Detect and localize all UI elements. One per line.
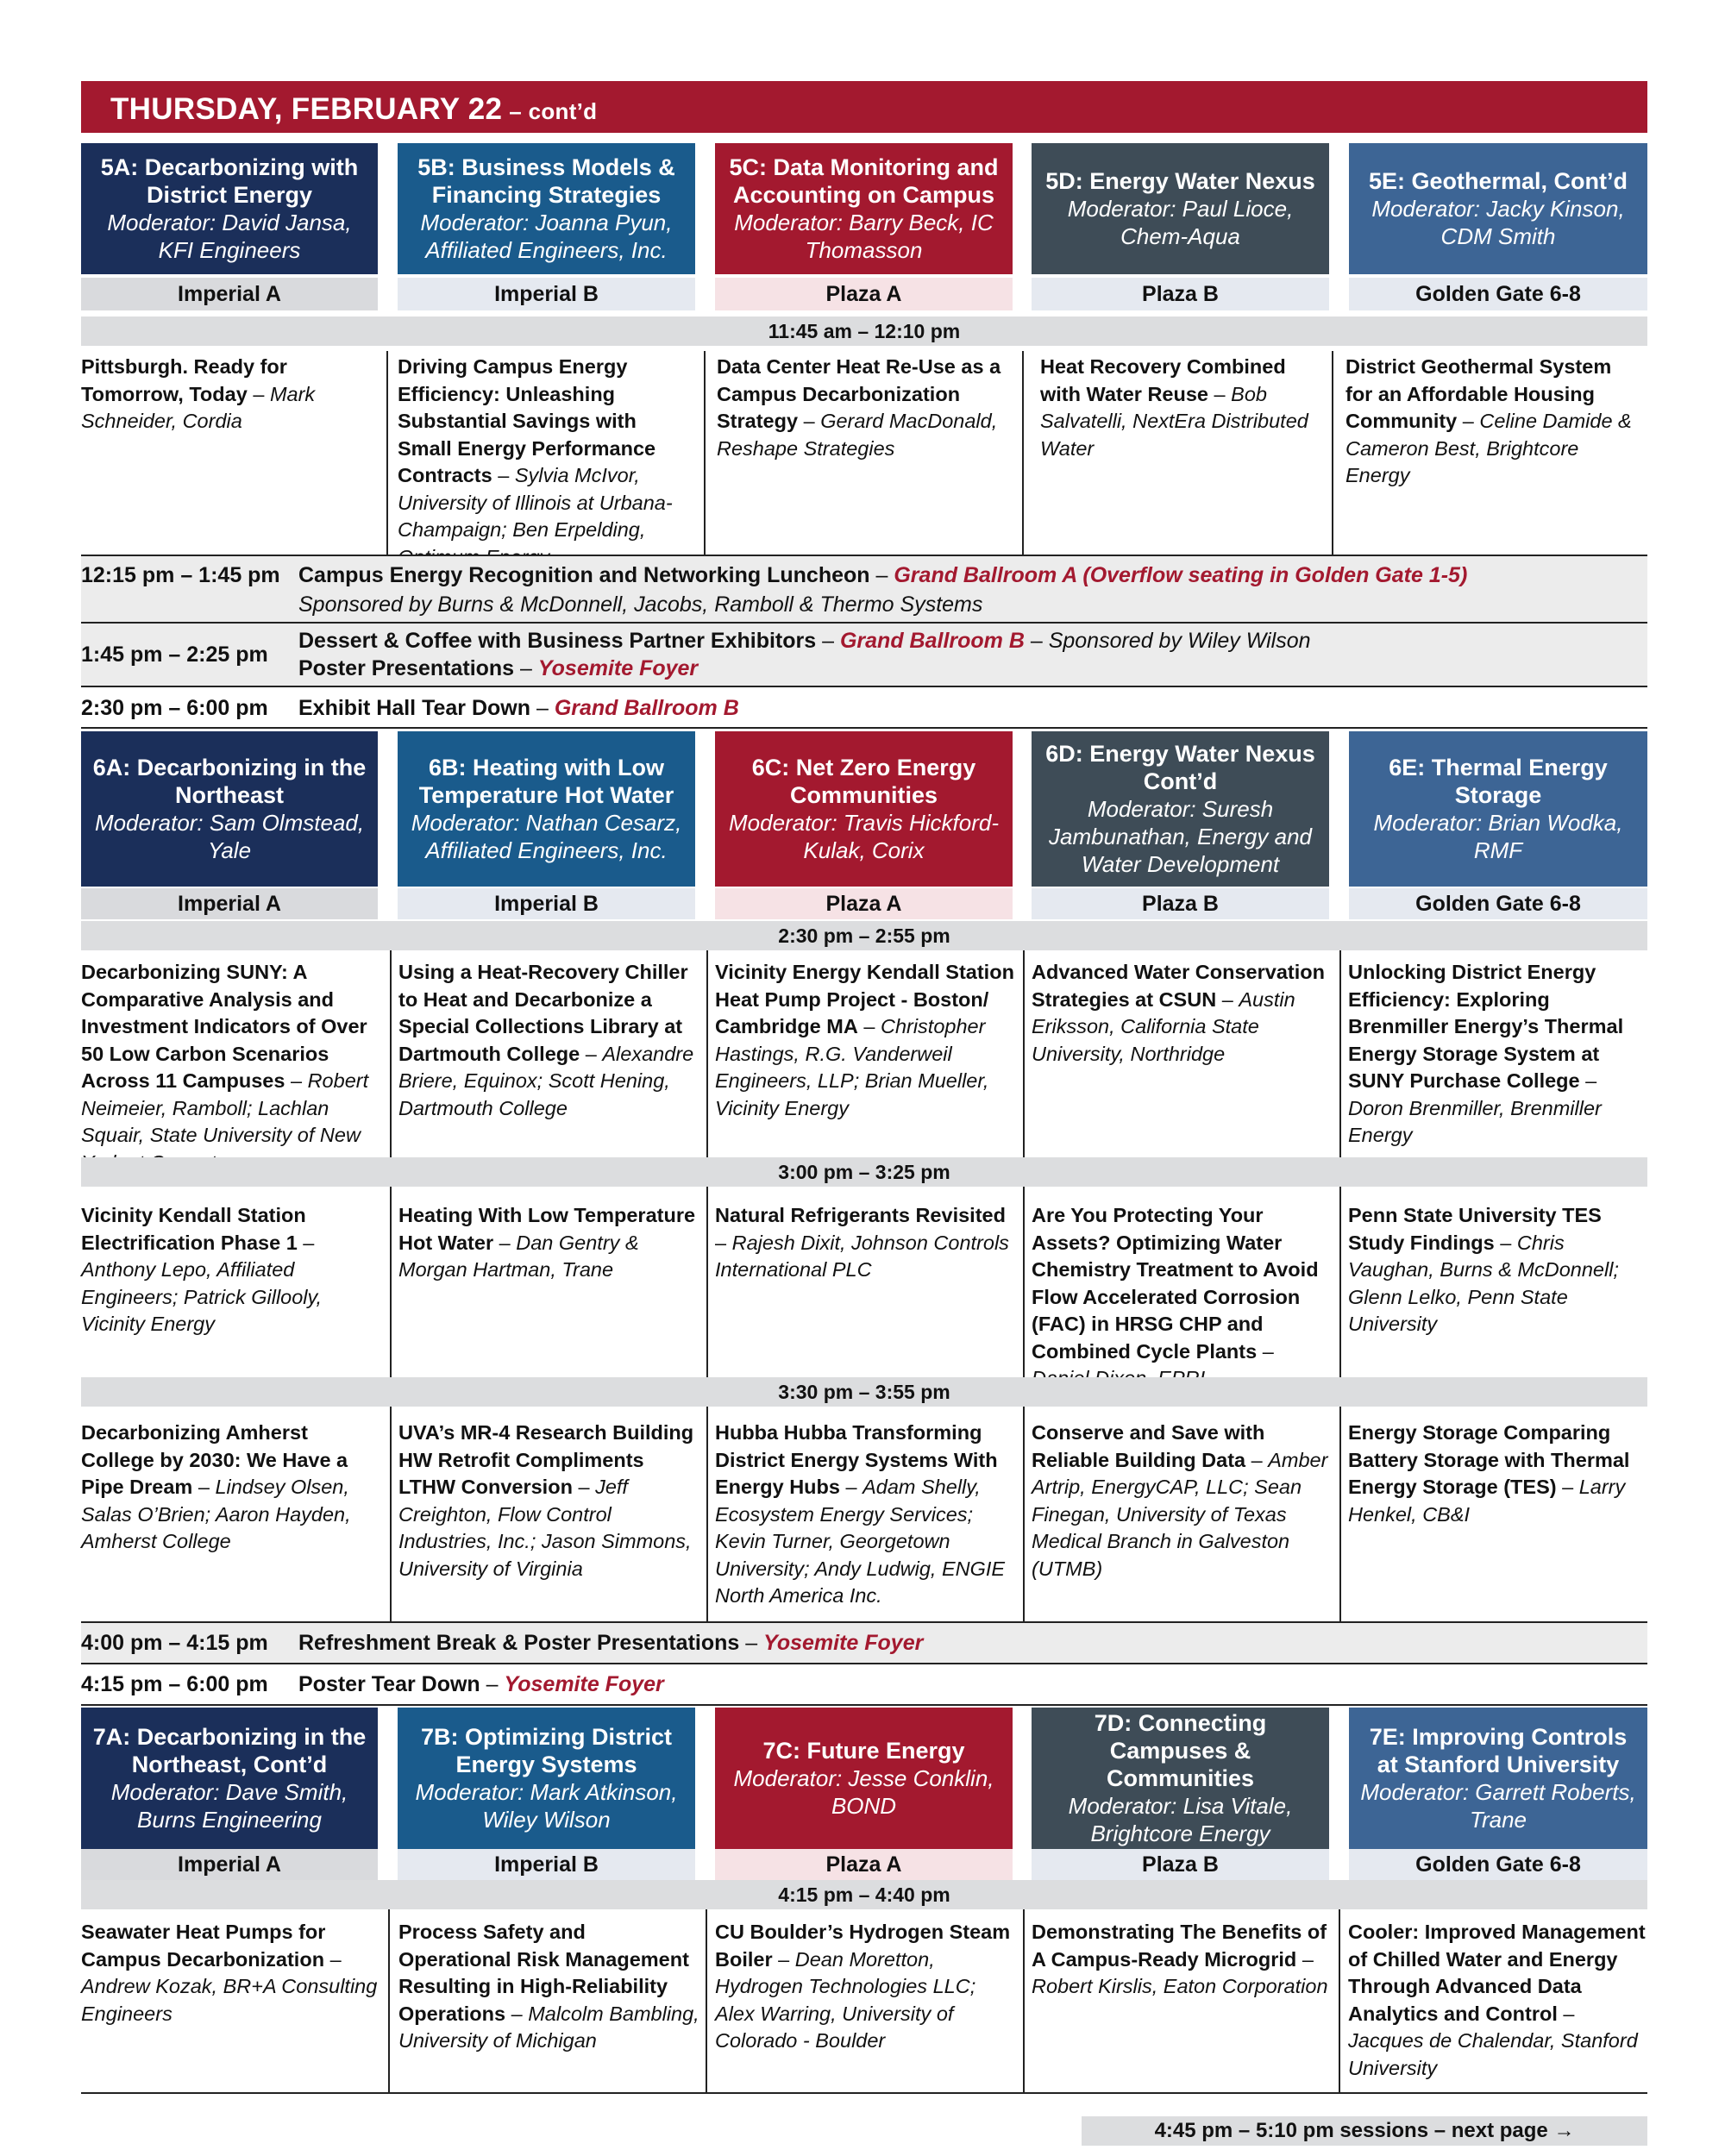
event-exhibit-teardown [81,687,1647,727]
presentation-6e-2 [1348,1202,1646,1338]
track-moderator: Moderator: Suresh Jambunathan, Energy and Water Development [1049,796,1312,877]
room-label: Plaza B [1032,1849,1329,1880]
presentation-title: Vicinity Kendall Station Electrification Phase 1 [81,1204,306,1254]
time-slot-band: 3:00 pm – 3:25 pm [81,1157,1647,1187]
column-divider [706,1909,707,2092]
event-time: 2:30 pm – 6:00 pm [81,696,268,720]
presentation-6c-1 [715,959,1017,1122]
presentation-6a-1 [81,959,385,1176]
track-title: 7A: Decarbonizing in the Northeast, Cont’d [92,1724,367,1777]
event-refreshment-break [81,1623,1647,1663]
event-title: Poster Tear Down [298,1672,480,1696]
presentation-speakers: Mark Schneider, Cordia [81,382,316,432]
track-5d-header [1032,143,1329,274]
presentation-title: Heat Recovery Combined with Water Reuse [1040,355,1286,405]
presentation-speakers: Adam Shelly, Ecosystem Energy Services; Kevin Turner, Georgetown University; Andy Ludwig, ENGIE North America Inc. [715,1476,1006,1607]
column-divider [706,950,708,1621]
dash-separator: – [480,1672,505,1696]
presentation-speakers: Celine Damide & Cameron Best, Brightcore Energy [1346,410,1632,486]
arrow-right-icon: → [1553,2119,1575,2142]
presentation-7d-1 [1032,1919,1333,2001]
presentation-title: Cooler: Improved Management of Chilled Water and Energy Through Advanced Data Analytics and Control [1348,1921,1646,2025]
presentation-speakers: Christopher Hastings, R.G. Vanderweil Engineers, LLP; Brian Mueller, Vicinity Energy [715,1015,989,1119]
event-title: Poster Presentations [298,656,515,680]
track-title: 7B: Optimizing District Energy Systems [420,1724,672,1777]
day-continued: – cont’d [509,98,598,124]
event-location: Yosemite Foyer [504,1672,664,1696]
presentation-6c-3 [715,1420,1017,1610]
presentation-7b-1 [398,1919,700,2055]
presentation-title: Energy Storage Comparing Battery Storage with Thermal Energy Storage (TES) [1348,1421,1630,1498]
dash-separator: – [1245,1448,1269,1471]
room-label: Plaza B [1032,278,1329,310]
presentation-title: Conserve and Save with Reliable Building Data [1032,1421,1265,1471]
track-7e-header [1349,1708,1647,1849]
event-location: Yosemite Foyer [537,656,699,680]
track-title: 5D: Energy Water Nexus [1045,168,1315,194]
presentation-title: Advanced Water Conservation Strategies at CSUN [1032,961,1325,1011]
presentation-6e-1 [1348,959,1646,1150]
presentation-title: UVA’s MR-4 Research Building HW Retrofit Compliments LTHW Conversion [398,1421,694,1498]
dash-separator: – [1494,1231,1517,1254]
track-5b-header [398,143,695,274]
dash-separator: – [572,1476,596,1498]
track-title: 6E: Thermal Energy Storage [1389,755,1608,808]
event-title: Dessert & Coffee with Business Partner Exhibitors [298,629,817,653]
presentation-title: Hubba Hubba Transforming District Energy Systems With Energy Hubs [715,1421,998,1498]
column-divider [388,1909,390,2092]
presentation-speakers: Robert Kirslis, Eaton Corporation [1032,1975,1328,1997]
presentation-title: Penn State University TES Study Findings [1348,1204,1602,1254]
column-divider [704,351,706,555]
presentation-speakers: Andrew Kozak, BR+A Consulting Engineers [81,1975,378,2025]
dash-separator: – [247,382,270,405]
track-7d-header [1032,1708,1329,1849]
presentation-title: Pittsburgh. Ready for Tomorrow, Today [81,355,287,405]
next-page-label: 4:45 pm – 5:10 pm sessions – next page [1154,2119,1548,2142]
dash-separator: – [772,1947,795,1971]
room-label: Imperial B [398,888,695,919]
event-title: Refreshment Break & Poster Presentations [298,1631,740,1655]
track-moderator: Moderator: Dave Smith, Burns Engineering [110,1779,348,1833]
presentation-speakers: Jacques de Chalendar, Stanford University [1348,2029,1638,2079]
presentation-5b-1 [398,354,695,571]
column-divider [1339,950,1341,1621]
track-moderator: Moderator: Garrett Roberts, Trane [1360,1779,1636,1833]
dash-separator: – [715,1231,732,1254]
track-6d-header [1032,731,1329,887]
track-moderator: Moderator: Nathan Cesarz, Affiliated Engineers, Inc. [411,810,682,863]
dash-separator: – [816,629,840,653]
room-label: Imperial B [398,1849,695,1880]
presentation-speakers: Robert Neimeier, Ramboll; Lachlan Squair, State University of New [81,1069,369,1146]
presentation-title: Heating With Low Temperature Hot Water [398,1204,696,1254]
room-label: Plaza A [715,888,1013,919]
track-title: 5E: Geothermal, Cont’d [1368,168,1628,194]
event-location: Yosemite Foyer [763,1631,924,1655]
dash-separator: – [1557,2002,1575,2025]
dash-separator: – [839,1476,863,1498]
event-luncheon [81,556,1647,622]
presentation-6a-2 [81,1202,385,1338]
presentation-5a-1 [81,354,374,436]
presentation-speakers: Doron Brenmiller, Brenmiller Energy [1348,1096,1602,1146]
event-sponsor: Sponsored by Wiley Wilson [1048,629,1311,653]
column-divider [386,351,388,555]
track-moderator: Moderator: Travis Hickford-Kulak, Corix [728,810,1000,863]
track-6c-header [715,731,1013,887]
presentation-title: Process Safety and Operational Risk Management Resulting in High-Reliability Operations [398,1921,689,2025]
presentation-speakers: Sylvia McIvor, University of Illinois at Urbana-Champaign; Ben Erpelding, [398,464,673,541]
track-moderator: Moderator: Barry Beck, IC Thomasson [734,210,994,263]
track-6a-header [81,731,378,887]
dash-separator: – [1579,1069,1597,1092]
presentation-6e-3 [1348,1420,1646,1528]
event-time: 1:45 pm – 2:25 pm [81,642,268,667]
presentation-speakers: Jeff Creighton, Flow Control Industries, Inc.; Jason Simmons, University of Virginia [398,1476,692,1580]
track-5a-header [81,143,378,274]
track-title: 6C: Net Zero Energy Communities [751,755,976,808]
presentation-title: Driving Campus Energy Efficiency: Unleashing Substantial Savings with Small Energy Performance Contracts [398,355,656,486]
dash-separator: – [1216,987,1239,1011]
dash-separator: – [1556,1476,1579,1498]
presentation-6d-3 [1032,1420,1333,1583]
event-title: Exhibit Hall Tear Down [298,696,531,720]
presentation-title: CU Boulder’s Hydrogen Steam Boiler [715,1921,1011,1971]
time-slot-band: 4:15 pm – 4:40 pm [81,1880,1647,1909]
dash-separator: – [514,656,538,680]
presentation-6b-3 [398,1420,700,1583]
dash-separator: – [857,1015,881,1037]
divider [81,2092,1647,2094]
dash-separator: – [580,1042,603,1065]
track-7b-header [398,1708,695,1849]
presentation-title: Vicinity Energy Kendall Station Heat Pump Project - Boston/ Cambridge MA [715,961,1014,1037]
column-divider [390,950,392,1621]
presentation-title: Data Center Heat Re-Use as a Campus Decarbonization Strategy [717,355,1001,432]
room-label: Plaza B [1032,888,1329,919]
column-divider [1022,351,1024,555]
presentation-6b-2 [398,1202,700,1284]
event-dessert-coffee [81,624,1647,686]
presentation-title: Are You Protecting Your Assets? Optimizing Water Chemistry Treatment to Avoid Flow Accelerated Corrosion (FAC) in HRSG CHP and Combined Cycle Plants [1032,1204,1319,1363]
event-time: 12:15 pm – 1:45 pm [81,563,280,587]
track-6e-header [1349,731,1647,887]
presentation-7e-1 [1348,1919,1646,2082]
track-5c-header [715,143,1013,274]
event-location: Grand Ballroom B [554,696,739,720]
event-location: Grand Ballroom A (Overflow seating in Golden Gate 1-5) [894,563,1468,587]
track-moderator: Moderator: Jacky Kinson, CDM Smith [1371,196,1625,249]
presentation-speakers: Anthony Lepo, Affiliated Engineers; Patrick Gillooly, Vicinity Energy [81,1258,323,1335]
track-title: 7D: Connecting Campuses & Communities [1094,1710,1267,1791]
presentation-speakers: Rajesh Dixit, Johnson Controls International PLC [715,1231,1009,1281]
room-label: Plaza A [715,1849,1013,1880]
track-moderator: Moderator: Brian Wodka, RMF [1373,810,1623,863]
room-label: Golden Gate 6-8 [1349,888,1647,919]
track-moderator: Moderator: David Jansa, KFI Engineers [107,210,352,263]
time-slot-band: 2:30 pm – 2:55 pm [81,921,1647,950]
dash-separator: – [492,464,515,486]
dash-separator: – [530,696,555,720]
presentation-7c-1 [715,1919,1017,2055]
room-label: Golden Gate 6-8 [1349,278,1647,310]
track-6b-header [398,731,695,887]
presentation-title: Decarbonizing Amherst College by 2030: We Have a Pipe Dream [81,1421,348,1498]
room-label: Plaza A [715,278,1013,310]
presentation-6c-2 [715,1202,1017,1284]
presentation-5c-1 [717,354,1014,462]
dash-separator: – [505,2002,529,2025]
track-moderator: Moderator: Joanna Pyun, Affiliated Engineers, Inc. [420,210,673,263]
dash-separator: – [1296,1947,1314,1971]
track-title: 6D: Energy Water Nexus Cont’d [1045,741,1315,794]
track-moderator: Moderator: Jesse Conklin, BOND [733,1765,994,1819]
presentation-5e-1 [1346,354,1639,490]
track-7a-header [81,1708,378,1849]
event-time: 4:15 pm – 6:00 pm [81,1672,268,1696]
presentation-6a-3 [81,1420,385,1556]
room-label: Imperial A [81,1849,378,1880]
presentation-speakers: Malcolm Bambling, University of Michigan [398,2002,699,2052]
room-label: Imperial A [81,278,378,310]
presentation-speakers: Austin Eriksson, California State University, Northridge [1032,987,1295,1065]
event-title: Campus Energy Recognition and Networking Luncheon [298,563,870,587]
presentation-speakers: Dan Gentry & Morgan Hartman, Trane [398,1231,639,1281]
column-divider [1023,950,1025,1621]
presentation-speakers: Alexandre Briere, Equinox; Scott Hening, Dartmouth College [398,1042,694,1119]
day-title: THURSDAY, FEBRUARY 22 [110,92,503,126]
dash-separator: – [798,410,821,432]
time-slot-band: 3:30 pm – 3:55 pm [81,1377,1647,1407]
track-title: 5B: Business Models & Financing Strategies [417,154,675,208]
dash-separator: – [1208,382,1232,405]
track-title: 5C: Data Monitoring and Accounting on Campus [729,154,999,208]
track-title: 7E: Improving Controls at Stanford University [1369,1724,1628,1777]
column-divider [1339,1909,1340,2092]
presentation-6d-2 [1032,1202,1333,1393]
presentation-speakers: Chris Vaughan, Burns & McDonnell; Glenn Lelko, Penn State University [1348,1231,1619,1335]
column-divider [1332,351,1333,555]
presentation-speakers: Amber Artrip, EnergyCAP, LLC; Sean Finegan, University of Texas Medical Branch in Galveston (UTMB) [1032,1448,1328,1580]
track-title: 6B: Heating with Low Temperature Hot Water [418,755,674,808]
next-page-link[interactable] [1082,2116,1647,2146]
presentation-title: Seawater Heat Pumps for Campus Decarbonization [81,1921,326,1971]
dash-separator: – [1457,410,1480,432]
dash-separator: – [324,1947,342,1971]
track-moderator: Moderator: Lisa Vitale, Brightcore Energy [1068,1793,1293,1846]
track-moderator: Moderator: Paul Lioce, Chem-Aqua [1067,196,1294,249]
room-label: Imperial B [398,278,695,310]
divider [81,1704,1647,1706]
day-header [81,81,1647,133]
divider [81,727,1647,729]
room-label: Imperial A [81,888,378,919]
track-5e-header [1349,143,1647,274]
column-divider [1023,1909,1025,2092]
presentation-title: Decarbonizing SUNY: A Comparative Analysis and Investment Indicators of Over 50 Low Carbon Scenarios Across 11 Campuses [81,961,367,1092]
presentation-title: District Geothermal System for an Affordable Housing Community [1346,355,1612,432]
dash-separator: – [1257,1339,1274,1363]
track-title: 5A: Decarbonizing with District Energy [100,154,359,208]
presentation-6b-1 [398,959,700,1122]
dash-separator: – [297,1231,315,1254]
track-moderator: Moderator: Sam Olmstead, Yale [94,810,365,863]
dash-separator: – [285,1069,308,1092]
dash-separator: – [493,1231,517,1254]
track-moderator: Moderator: Mark Atkinson, Wiley Wilson [415,1779,678,1833]
event-poster-teardown [81,1664,1647,1704]
time-slot-band: 11:45 am – 12:10 pm [81,317,1647,346]
dash-separator: – [869,563,894,587]
presentation-5d-1 [1040,354,1325,462]
presentation-6d-1 [1032,959,1333,1068]
dash-separator: – [192,1476,216,1498]
event-sponsors: Sponsored by Burns & McDonnell, Jacobs, Ramboll & Thermo Systems [298,592,983,617]
track-title: 7C: Future Energy [762,1738,965,1764]
presentation-7a-1 [81,1919,383,2028]
presentation-title: Natural Refrigerants Revisited [715,1204,1006,1226]
presentation-speakers: Lindsey Olsen, Salas O’Brien; Aaron Hayden, Amherst College [81,1476,351,1552]
presentation-speakers: Bob Salvatelli, NextEra Distributed Water [1040,382,1308,460]
presentation-speakers: Gerard MacDonald, Reshape Strategies [717,410,998,460]
presentation-title: Demonstrating The Benefits of A Campus-Ready Microgrid [1032,1921,1327,1971]
dash-separator: – [1024,629,1049,653]
event-location: Grand Ballroom B [839,629,1025,653]
presentation-title: Unlocking District Energy Efficiency: Exploring Brenmiller Energy’s Thermal Energy Storage System at SUNY Purchase College [1348,961,1624,1092]
room-label: Golden Gate 6-8 [1349,1849,1647,1880]
presentation-title: Using a Heat-Recovery Chiller to Heat and Decarbonize a Special Collections Library at Dartmouth College [398,961,688,1065]
track-title: 6A: Decarbonizing in the Northeast [92,755,367,808]
presentation-speakers: Larry Henkel, CB&I [1348,1476,1626,1526]
presentation-speakers: Dean Moretton, Hydrogen Technologies LLC; Alex Warring, University of Colorado - Boulder [715,1947,976,2052]
dash-separator: – [739,1631,764,1655]
track-7c-header [715,1708,1013,1849]
event-time: 4:00 pm – 4:15 pm [81,1631,268,1655]
